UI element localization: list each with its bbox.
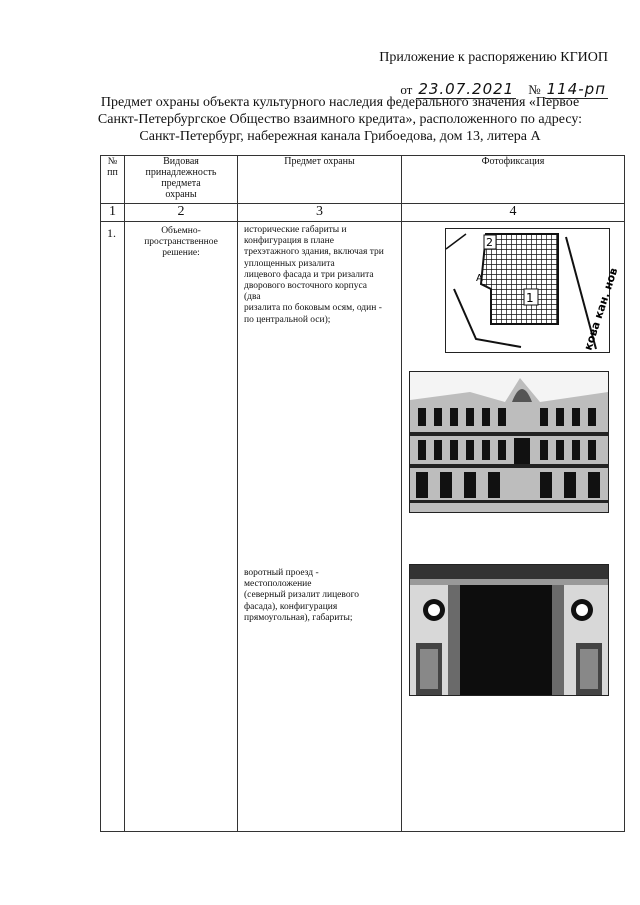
number-prefix: № <box>528 82 541 97</box>
column-number-4: 4 <box>402 204 625 222</box>
document-title <box>60 94 620 145</box>
gateway-photo <box>409 564 609 696</box>
column-number-2: 2 <box>125 204 238 222</box>
handwritten-date: 23.07.2021 <box>418 80 515 98</box>
title-line-2: Санкт-Петербургское Общество взаимного кредита», расположенного по адресу: <box>97 112 583 127</box>
map-label-1: 1 <box>526 291 534 305</box>
appendix-block <box>368 50 608 99</box>
row-number: 1. <box>101 222 125 832</box>
column-number-1: 1 <box>101 204 125 222</box>
subject-text-1: исторические габариты и конфигурация в плане трехэтажного здания, включая три уплощенных ризалита лицевого фасада и три ризалита дворового восточного корпуса (два ризалита по боковым осям, один - по центральной оси); <box>244 225 384 325</box>
appendix-title: Приложение к распоряжению КГИОП <box>379 50 608 65</box>
protection-subject-table <box>100 155 625 832</box>
column-number-row <box>101 204 625 222</box>
header-number: № пп <box>101 156 125 204</box>
table-header-row <box>101 156 625 204</box>
site-plan-photo <box>445 228 621 353</box>
column-number-3: 3 <box>238 204 402 222</box>
header-type: Видовая принадлежность предмета охраны <box>125 156 238 204</box>
title-line-3: Санкт-Петербург, набережная канала Грибоедова, дом 13, литера А <box>139 129 541 144</box>
header-subject: Предмет охраны <box>238 156 402 204</box>
row-photos <box>402 222 625 832</box>
date-prefix: от <box>400 82 413 97</box>
map-street-label: кова кан. нов <box>581 266 621 352</box>
subject-text-2: воротный проезд - местоположение (северный ризалит лицевого фасада), конфигурация прямоугольная), габариты; <box>244 568 359 623</box>
row-subject <box>238 222 402 832</box>
header-photo: Фотофиксация <box>402 156 625 204</box>
title-line-1: Предмет охраны объекта культурного наследия федерального значения «Первое <box>100 95 580 110</box>
row-type: Объемно- пространственное решение: <box>125 222 238 832</box>
table-row <box>101 222 625 832</box>
map-letter: А <box>476 273 483 284</box>
facade-photo <box>409 371 609 513</box>
handwritten-number: 114-рп <box>546 80 606 98</box>
map-label-2: 2 <box>486 236 493 249</box>
